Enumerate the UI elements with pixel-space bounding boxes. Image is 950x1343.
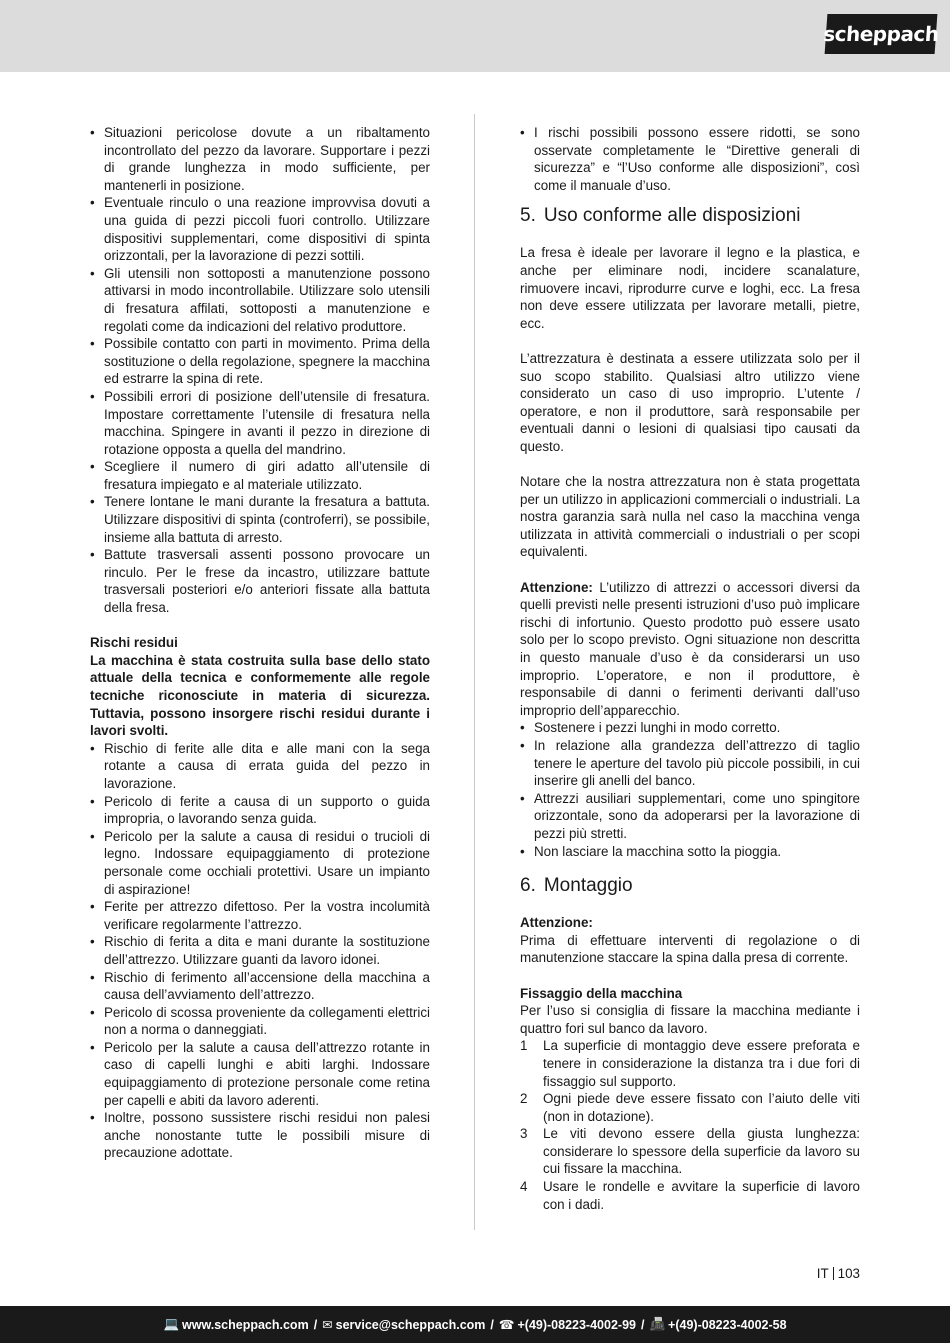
step-number: 3 xyxy=(520,1126,528,1142)
fixing-heading: Fissaggio della macchina xyxy=(520,985,683,1001)
step-number: 2 xyxy=(520,1091,528,1107)
section-number: 5. xyxy=(520,205,536,227)
step-item xyxy=(520,1125,860,1178)
paragraph: Notare che la nostra attrezzatura non è stata progettata per un utilizzo in applicazioni commerciali o industriali. La nostra garanzia sarà nulla nel caso la macchina venga utilizzata in attività commerciali o industriali o per scopi equivalenti. xyxy=(520,474,860,560)
paragraph: La fresa è ideale per lavorare il legno e la plastica, e anche per eliminare nodi, incidere scanalature, rimuovere incavi, riprodurre curve e loghi, ecc. La fresa non deve essere utilizzata per lavorare metalli, pietre, ecc. xyxy=(520,245,860,331)
residual-risks-list xyxy=(90,740,430,1162)
list-item: • I rischi possibili possono essere ridotti, se sono osservate completamente le “Direttive generali di sicurezza” e “l’Uso conforme alle disposizioni”, così come il manuale d’uso. xyxy=(520,124,860,194)
list-item: • Non lasciare la macchina sotto la pioggia. xyxy=(520,843,860,861)
attention-paragraph xyxy=(520,579,860,720)
logo-text: scheppach xyxy=(822,22,940,46)
website-link[interactable]: www.scheppach.com xyxy=(182,1317,309,1332)
list-item: • Attrezzi ausiliari supplementari, come uno spingitore orizzontale, sono da adoperarsi per la lavorazione di pezzi più stretti. xyxy=(520,790,860,843)
list-item: • Sostenere i pezzi lunghi in modo corretto. xyxy=(520,719,860,737)
list-item: • Pericolo per la salute a causa di residui o trucioli di legno. Indossare equipaggiamento di protezione personale come occhiali protettivi. Usare un impianto di aspirazione! xyxy=(90,828,430,898)
list-item: • Pericolo di ferite a causa di un supporto o guida impropria, o lavorando senza guida. xyxy=(90,793,430,828)
step-item xyxy=(520,1178,860,1213)
list-item: • Scegliere il numero di giri adatto all’utensile di fresatura impiegato e al materiale utilizzato. xyxy=(90,458,430,493)
list-item: • Rischio di ferimento all’accensione della macchina a causa dell’avviamento dell’attrezzo. xyxy=(90,969,430,1004)
attention-label: Attenzione: xyxy=(520,915,593,931)
list-item: • Gli utensili non sottoposti a manutenzione possono attivarsi in modo incontrollabile. Utilizzare solo utensili di fresatura affilati, sottoposti a manutenzione e regolati come da indicazioni del relativo produttore. xyxy=(90,265,430,335)
hazard-list xyxy=(90,124,430,617)
list-item: • Rischio di ferite alle dita e alle mani con la sega rotante a causa di errata guida del pezzo in lavorazione. xyxy=(90,740,430,793)
attention-text: L’utilizzo di attrezzi o accessori diversi da quelli previsti nelle presenti istruzioni d’uso può implicare rischi di infortunio. Questo prodotto può essere usato solo per lo scopo previsto. Ogni situazione non descritta in questo manuale d’uso è da considerarsi un uso improprio. L’operatore, e non il produttore, è responsabile di danni o ferimenti derivanti dall’uso improprio dell’apparecchio. xyxy=(520,579,860,718)
email-link[interactable]: service@scheppach.com xyxy=(335,1317,486,1332)
page-number-value: 103 xyxy=(837,1266,860,1281)
header-band xyxy=(0,0,950,72)
list-item: • Tenere lontane le mani durante la fresatura a battuta. Utilizzare dispositivi di spinta (controferri), se possibile, insieme alla battuta di arresto. xyxy=(90,493,430,546)
attention-label: Attenzione: xyxy=(520,579,593,595)
fixing-steps xyxy=(520,1037,860,1213)
language-code: IT xyxy=(816,1266,829,1281)
risk-reduction-list xyxy=(520,124,860,194)
step-text: Le viti devono essere della giusta lunghezza: considerare lo spessore della superficie da lavoro su cui fissare la macchina. xyxy=(543,1126,860,1177)
computer-icon: 💻 xyxy=(163,1317,180,1331)
left-column xyxy=(90,124,430,1162)
list-item: • In relazione alla grandezza dell’attrezzo di taglio tenere le aperture del tavolo più piccole possibili, in cui inserire gli anelli del banco. xyxy=(520,737,860,790)
right-column xyxy=(520,124,860,1213)
separator: / xyxy=(490,1317,494,1332)
attention-text: Prima di effettuare interventi di regolazione o di manutenzione staccare la spina dalla presa di corrente. xyxy=(520,932,860,966)
separator: / xyxy=(640,1317,645,1332)
phone-icon: ☎ xyxy=(498,1318,515,1332)
separator: / xyxy=(313,1317,318,1332)
step-number: 4 xyxy=(520,1179,528,1195)
section-number: 6. xyxy=(520,875,536,897)
residual-risks-heading: Rischi residui xyxy=(90,635,178,651)
list-item: • Rischio di ferita a dita e mani durante la sostituzione dell’attrezzo. Utilizzare guanti da lavoro idonei. xyxy=(90,933,430,968)
page-number xyxy=(800,1266,860,1281)
list-item: • Ferite per attrezzo difettoso. Per la vostra incolumità verificare regolarmente l’attrezzo. xyxy=(90,898,430,933)
step-text: Usare le rondelle e avvitare la superficie di lavoro con i dadi. xyxy=(543,1179,860,1212)
list-item: • Situazioni pericolose dovute a un ribaltamento incontrollato del pezzo da lavorare. Supportare i pezzi di grande lunghezza in modo sufficiente, per mantenerli in posizione. xyxy=(90,124,430,194)
footer-bar xyxy=(0,1306,950,1343)
list-item: • Pericolo per la salute a causa dell’attrezzo rotante in caso di capelli lunghi e abiti larghi. Indossare equipaggiamento di protezione personale come retina per capelli e abiti da lavoro aderenti. xyxy=(90,1039,430,1109)
list-item: • Possibile contatto con parti in movimento. Prima della sostituzione o della regolazione, spegnere la macchina ed estrarre la spina di rete. xyxy=(90,335,430,388)
list-item: • Eventuale rinculo o una reazione improvvisa dovuti a una guida di pezzi piccoli fuori controllo. Utilizzare dispositivi supplementari, come dispositivi di spinta orizzontali, per la lavorazione di pezzi sottili. xyxy=(90,194,430,264)
residual-risks-intro: La macchina è stata costruita sulla base dello stato attuale della tecnica e conformemente alle regole tecniche riconosciute in materia di sicurezza. Tuttavia, possono insorgere rischi residui durante i lavori svolti. xyxy=(90,652,430,739)
paragraph: L’attrezzatura è destinata a essere utilizzata solo per il suo scopo stabilito. Qualsiasi altro utilizzo viene considerato un caso di uso improprio. L’utente / operatore, e non il produttore, sarà responsabile per eventuali danni o lesioni di qualsiasi tipo causati da questo. xyxy=(520,350,860,454)
brand-logo xyxy=(822,14,940,54)
list-item: • Possibili errori di posizione dell’utensile di fresatura. Impostare correttamente l’utensile di fresatura nella macchina. Spingere in avanti il pezzo in direzione di rotazione opposta a quella del mandrino. xyxy=(90,388,430,458)
step-number: 1 xyxy=(520,1038,528,1054)
list-item: • Battute trasversali assenti possono provocare un rinculo. Per le frese da incastro, utilizzare battute trasversali posteriori e/o anteriori fissate alla battuta della fresa. xyxy=(90,546,430,616)
section-5-heading xyxy=(520,204,860,228)
section-6-heading xyxy=(520,874,860,898)
usage-list xyxy=(520,719,860,860)
step-item xyxy=(520,1037,860,1090)
section-title: Uso conforme alle disposizioni xyxy=(543,205,801,227)
fixing-intro: Per l’uso si consiglia di fissare la macchina mediante i quattro fori sul banco da lavoro. xyxy=(520,1003,860,1036)
list-item: • Pericolo di scossa proveniente da collegamenti elettrici non a norma o danneggiati. xyxy=(90,1004,430,1039)
column-divider xyxy=(474,114,475,1230)
fax-icon: 📠 xyxy=(649,1317,666,1331)
section-title: Montaggio xyxy=(543,875,633,897)
list-item: • Inoltre, possono sussistere rischi residui non palesi anche nonostante tutte le possibili misure di precauzione adottate. xyxy=(90,1109,430,1162)
step-text: La superficie di montaggio deve essere preforata e tenere in considerazione la distanza tra i due fori di fissaggio sul supporto. xyxy=(543,1038,860,1089)
step-item xyxy=(520,1090,860,1125)
phone-number: +(49)-08223-4002-99 xyxy=(517,1317,636,1332)
envelope-icon: ✉ xyxy=(322,1318,333,1332)
step-text: Ogni piede deve essere fissato con l’aiuto delle viti (non in dotazione). xyxy=(543,1091,860,1124)
fax-number: +(49)-08223-4002-58 xyxy=(668,1317,787,1332)
page-separator xyxy=(833,1267,834,1280)
